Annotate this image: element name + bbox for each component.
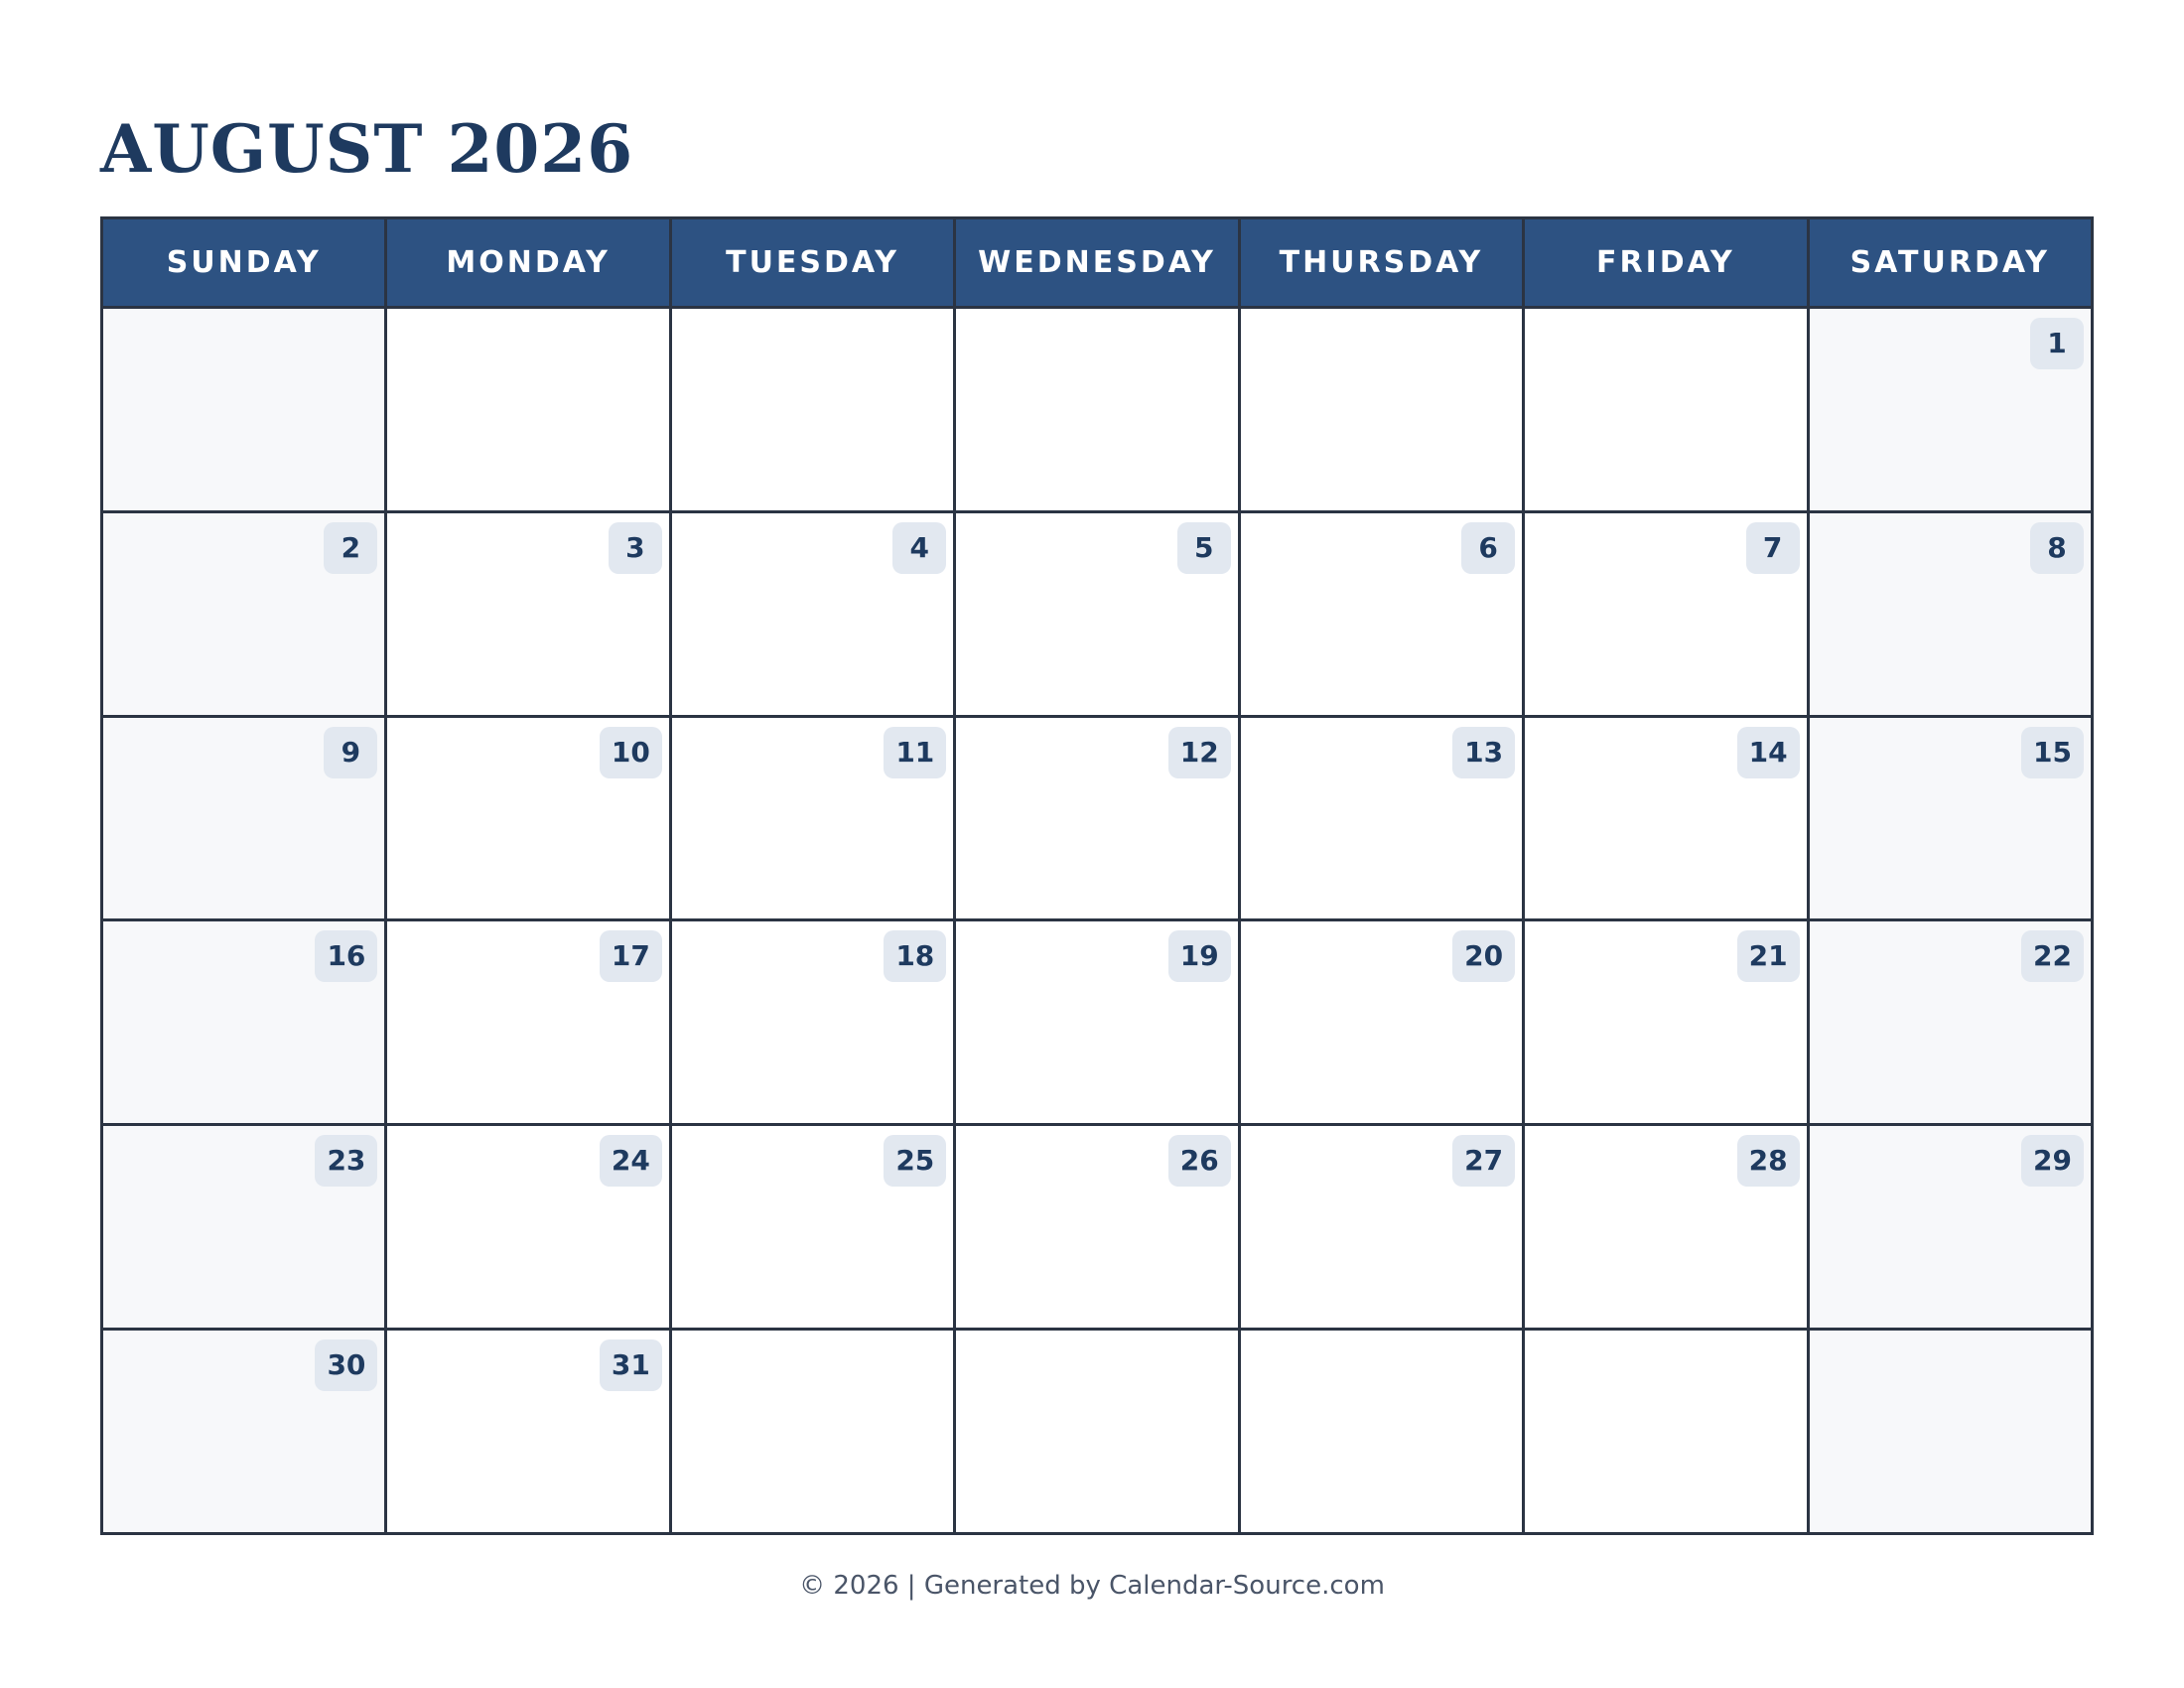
- day-cell: [672, 513, 953, 715]
- day-number: 9: [324, 727, 377, 778]
- day-cell: [956, 921, 1237, 1123]
- weekday-header-saturday: SATURDAY: [1810, 219, 2091, 306]
- day-number: 4: [892, 522, 946, 574]
- day-number: 1: [2030, 318, 2084, 369]
- day-number: 12: [1168, 727, 1231, 778]
- day-cell-empty: [672, 1331, 953, 1532]
- day-cell: [103, 1126, 384, 1328]
- day-cell: [387, 718, 668, 919]
- day-number: 19: [1168, 930, 1231, 982]
- day-number: 6: [1461, 522, 1515, 574]
- day-cell: [956, 718, 1237, 919]
- day-cell-empty: [956, 1331, 1237, 1532]
- day-cell: [387, 921, 668, 1123]
- day-number: 29: [2021, 1135, 2084, 1187]
- day-cell: [672, 718, 953, 919]
- calendar-grid: [100, 216, 2094, 1535]
- day-number: 13: [1452, 727, 1515, 778]
- day-number: 14: [1737, 727, 1800, 778]
- day-number: 17: [600, 930, 662, 982]
- day-number: 22: [2021, 930, 2084, 982]
- footer-credit: © 2026 | Generated by Calendar-Source.com: [799, 1571, 1385, 1601]
- day-number: 16: [315, 930, 377, 982]
- day-number: 20: [1452, 930, 1515, 982]
- day-number: 27: [1452, 1135, 1515, 1187]
- day-cell-empty: [1525, 1331, 1806, 1532]
- day-cell: [103, 718, 384, 919]
- day-number: 3: [609, 522, 662, 574]
- day-cell: [956, 1126, 1237, 1328]
- day-number: 24: [600, 1135, 662, 1187]
- day-cell: [1810, 1126, 2091, 1328]
- day-number: 18: [884, 930, 946, 982]
- day-number: 21: [1737, 930, 1800, 982]
- weekday-header-monday: MONDAY: [387, 219, 668, 306]
- day-cell: [672, 1126, 953, 1328]
- day-cell: [1810, 513, 2091, 715]
- day-number: 26: [1168, 1135, 1231, 1187]
- day-number: 7: [1746, 522, 1800, 574]
- day-cell-empty: [1241, 1331, 1522, 1532]
- day-cell: [1241, 513, 1522, 715]
- day-cell: [103, 1331, 384, 1532]
- day-cell-empty: [956, 309, 1237, 510]
- weekday-header-friday: FRIDAY: [1525, 219, 1806, 306]
- day-number: 11: [884, 727, 946, 778]
- day-cell: [1241, 1126, 1522, 1328]
- day-cell-empty: [1810, 1331, 2091, 1532]
- day-cell-empty: [1241, 309, 1522, 510]
- calendar-title: AUGUST 2026: [100, 110, 634, 188]
- day-number: 8: [2030, 522, 2084, 574]
- day-cell-empty: [672, 309, 953, 510]
- day-number: 5: [1177, 522, 1231, 574]
- day-cell: [103, 921, 384, 1123]
- day-cell: [387, 1331, 668, 1532]
- day-number: 10: [600, 727, 662, 778]
- weekday-header-tuesday: TUESDAY: [672, 219, 953, 306]
- day-number: 31: [600, 1339, 662, 1391]
- day-cell: [672, 921, 953, 1123]
- day-cell: [1525, 1126, 1806, 1328]
- day-number: 23: [315, 1135, 377, 1187]
- day-cell: [1525, 718, 1806, 919]
- day-number: 28: [1737, 1135, 1800, 1187]
- day-cell: [1810, 921, 2091, 1123]
- day-cell: [1810, 309, 2091, 510]
- day-cell-empty: [1525, 309, 1806, 510]
- day-number: 30: [315, 1339, 377, 1391]
- day-cell: [1241, 718, 1522, 919]
- day-cell: [1810, 718, 2091, 919]
- day-number: 2: [324, 522, 377, 574]
- day-cell: [103, 513, 384, 715]
- weekday-header-sunday: SUNDAY: [103, 219, 384, 306]
- day-cell: [1525, 921, 1806, 1123]
- day-cell-empty: [387, 309, 668, 510]
- day-cell: [1241, 921, 1522, 1123]
- day-cell: [387, 513, 668, 715]
- day-number: 25: [884, 1135, 946, 1187]
- weekday-header-wednesday: WEDNESDAY: [956, 219, 1237, 306]
- day-cell: [1525, 513, 1806, 715]
- day-cell: [956, 513, 1237, 715]
- day-cell-empty: [103, 309, 384, 510]
- day-number: 15: [2021, 727, 2084, 778]
- weekday-header-thursday: THURSDAY: [1241, 219, 1522, 306]
- day-cell: [387, 1126, 668, 1328]
